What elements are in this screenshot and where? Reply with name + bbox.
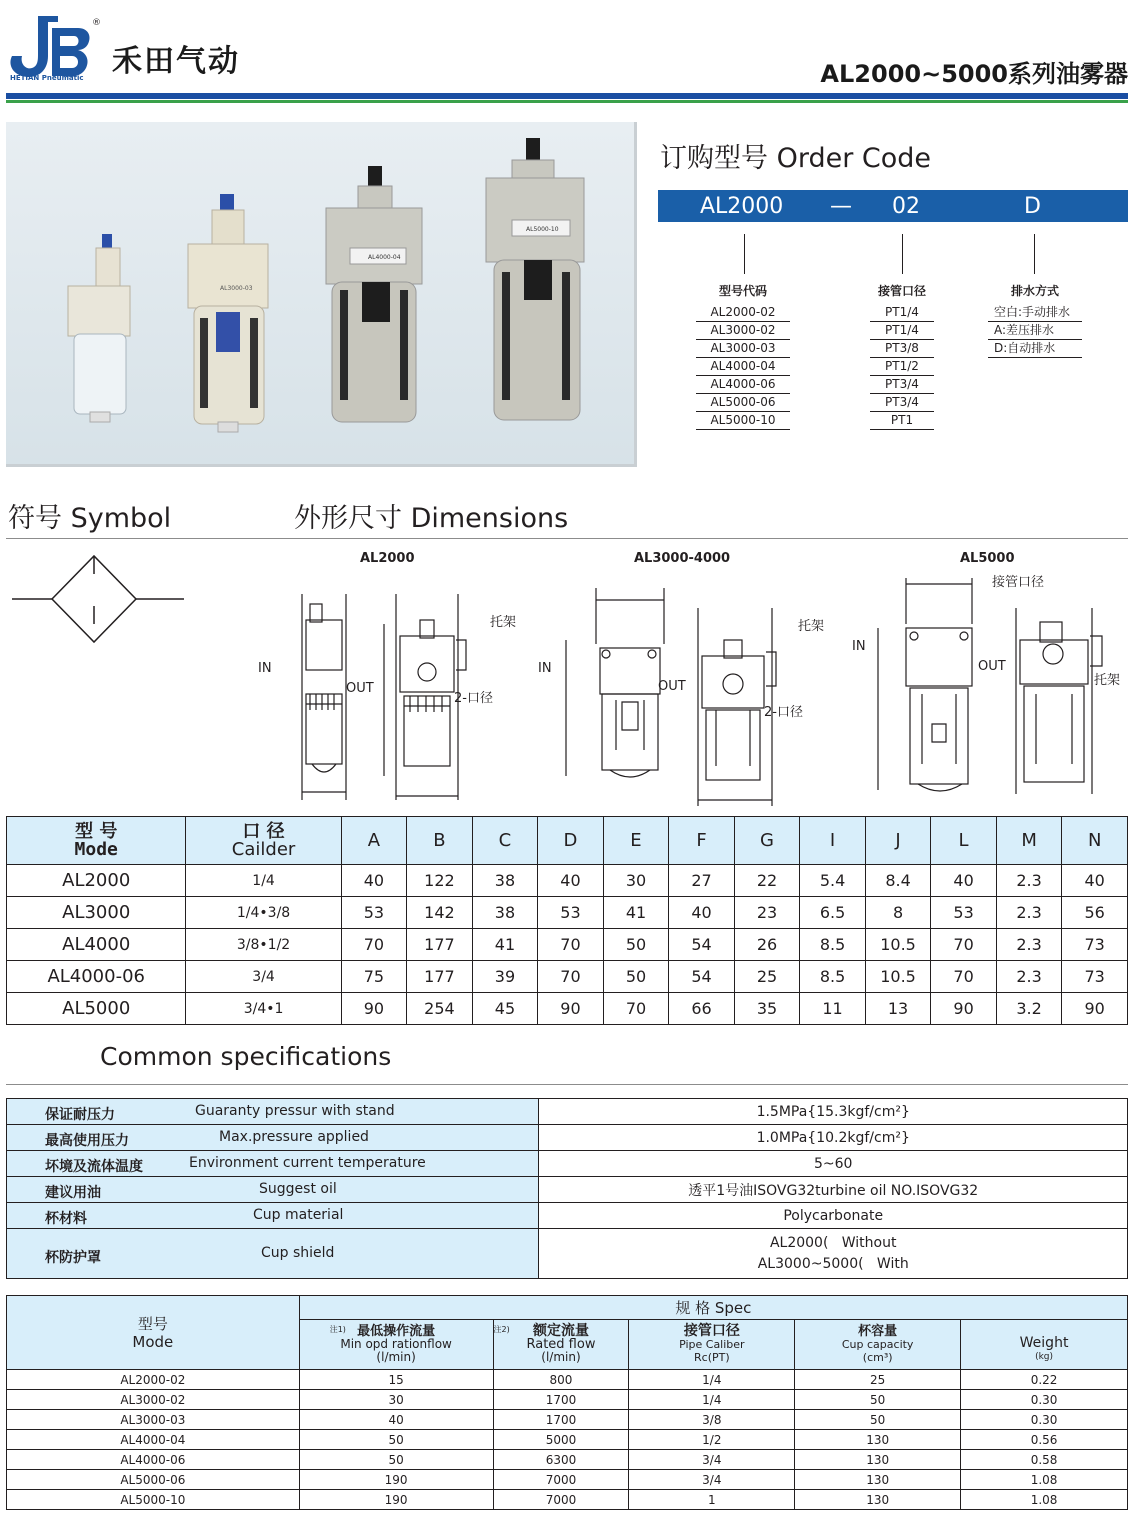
- table-header: A: [341, 817, 407, 865]
- list-item: PT1/4: [870, 304, 934, 322]
- al4000-unit: [326, 166, 422, 422]
- order-code-drain: D: [1024, 194, 1041, 219]
- list-item: A:差压排水: [988, 322, 1082, 340]
- table-cell: AL4000-06: [7, 1450, 300, 1470]
- hetian-logo-icon: [8, 10, 92, 82]
- spec-label-en: Environment current temperature: [189, 1155, 426, 1171]
- table-cell: 25: [795, 1370, 961, 1390]
- list-item: 空白:手动排水: [988, 304, 1082, 322]
- order-code-connector: [1034, 234, 1035, 274]
- table-row: [7, 865, 1128, 897]
- spec-col-en: Min opd rationflow: [340, 1337, 452, 1351]
- table-cell: 177: [407, 961, 473, 993]
- table-cell: [7, 1151, 539, 1177]
- table-cell: AL2000: [7, 865, 186, 897]
- table-cell: 53: [341, 897, 407, 929]
- table-row: [7, 961, 1128, 993]
- table-cell: AL5000-10: [7, 1490, 300, 1510]
- table-cell: 1.08: [961, 1490, 1128, 1510]
- table-header: C: [472, 817, 538, 865]
- table-header: L: [931, 817, 997, 865]
- table-cell: AL3000-03: [7, 1410, 300, 1430]
- table-cell: [7, 1125, 539, 1151]
- order-code-bar: [658, 190, 1128, 222]
- table-cell: 90: [1062, 993, 1128, 1025]
- table-cell: 1700: [493, 1390, 629, 1410]
- spec-col-en: Pipe Caliber: [679, 1338, 745, 1351]
- product-photo: [6, 122, 637, 467]
- drawing-bracket-label: 托架: [798, 619, 825, 634]
- table-row: [7, 1410, 1128, 1430]
- cup-shield-al3000: AL3000~5000( With: [757, 1255, 909, 1272]
- table-header: [961, 1320, 1128, 1370]
- table-cell: 800: [493, 1370, 629, 1390]
- drawing-port-label: 2-口径: [764, 705, 803, 720]
- table-cell: 41: [603, 897, 669, 929]
- table-cell: 0.58: [961, 1450, 1128, 1470]
- table-cell: [7, 1229, 539, 1279]
- table-cell: 130: [795, 1430, 961, 1450]
- list-item: AL4000-06: [696, 376, 790, 394]
- table-header: F: [669, 817, 735, 865]
- spec-col-cn: 接管口径: [683, 1323, 740, 1339]
- spec-group-header: 规 格 Spec: [299, 1296, 1127, 1320]
- table-cell: 1/4•3/8: [186, 897, 341, 929]
- table-header: [795, 1320, 961, 1370]
- drawing-bracket-label: 托架: [490, 615, 517, 630]
- table-cell: 40: [299, 1410, 493, 1430]
- dimensions-model-header-en: Mode: [74, 838, 118, 860]
- table-cell: 130: [795, 1470, 961, 1490]
- table-cell: 70: [931, 961, 997, 993]
- al5000-unit: [486, 138, 584, 420]
- table-cell: 13: [865, 993, 931, 1025]
- table-cell: 3.2: [996, 993, 1062, 1025]
- table-cell: AL4000-06: [7, 961, 186, 993]
- drawing-in-label: IN: [538, 661, 552, 676]
- table-cell: 122: [407, 865, 473, 897]
- spec-table: [6, 1295, 1128, 1510]
- spec-label-cn: 最高使用压力: [45, 1133, 129, 1149]
- table-cell: 254: [407, 993, 473, 1025]
- table-cell: 8.5: [800, 929, 866, 961]
- table-cell: 0.30: [961, 1410, 1128, 1430]
- table-cell: 38: [472, 865, 538, 897]
- footnote-mark: 注1): [329, 1325, 346, 1334]
- table-cell: 40: [931, 865, 997, 897]
- table-cell: 2.3: [996, 961, 1062, 993]
- order-code-dash: —: [830, 194, 852, 219]
- spec-label-cn: 杯防护罩: [45, 1250, 101, 1266]
- list-item: PT3/4: [870, 394, 934, 412]
- table-header: N: [1062, 817, 1128, 865]
- spec-label-cn: 坏境及流体温度: [45, 1159, 143, 1175]
- table-header: [7, 1296, 300, 1370]
- drawing-port-label: 接管口径: [992, 575, 1045, 590]
- table-cell: 1/4: [186, 865, 341, 897]
- drawing-out-label: OUT: [978, 659, 1006, 674]
- table-row: [7, 897, 1128, 929]
- table-cell: 40: [1062, 865, 1128, 897]
- dimensions-port-header-en: Cailder: [231, 838, 296, 860]
- table-row: [7, 1370, 1128, 1390]
- brand-name: 禾田气动: [112, 44, 240, 79]
- brand-english: HETIAN Pneumatic: [10, 74, 84, 82]
- spec-model-header-en: Mode: [132, 1332, 174, 1351]
- spec-label-en: Cup material: [253, 1207, 344, 1223]
- table-cell: AL4000-04: [7, 1430, 300, 1450]
- order-code-drain-header: 排水方式: [1010, 284, 1059, 298]
- spec-label-cn: 建议用油: [45, 1185, 101, 1201]
- drawing-in-label: IN: [852, 639, 866, 654]
- table-cell: 2.3: [996, 865, 1062, 897]
- table-header: [299, 1320, 493, 1370]
- table-cell: 70: [341, 929, 407, 961]
- table-cell: 70: [538, 961, 604, 993]
- table-cell: 1/2: [629, 1430, 795, 1450]
- table-row: [7, 1099, 1128, 1125]
- table-cell: 75: [341, 961, 407, 993]
- table-cell: 3/4: [629, 1470, 795, 1490]
- table-cell: 177: [407, 929, 473, 961]
- table-cell: 6.5: [800, 897, 866, 929]
- table-cell: 50: [795, 1410, 961, 1430]
- table-cell: 130: [795, 1490, 961, 1510]
- table-cell: 190: [299, 1470, 493, 1490]
- spec-label-cn: 保证耐压力: [45, 1107, 115, 1123]
- table-row: [7, 1470, 1128, 1490]
- table-header: [7, 817, 186, 865]
- spec-col-cn: 额定流量: [532, 1323, 589, 1339]
- lubricator-symbol-icon: [8, 548, 188, 652]
- table-cell: 35: [734, 993, 800, 1025]
- table-cell: 50: [299, 1450, 493, 1470]
- table-header: [493, 1320, 629, 1370]
- table-cell: 10.5: [865, 929, 931, 961]
- spec-col-en: Weight: [1019, 1335, 1069, 1351]
- table-cell: 2.3: [996, 897, 1062, 929]
- table-cell: 27: [669, 865, 735, 897]
- table-cell: 6300: [493, 1450, 629, 1470]
- list-item: AL3000-02: [696, 322, 790, 340]
- spec-col-cn: 最低操作流量: [357, 1324, 436, 1339]
- table-cell: 54: [669, 961, 735, 993]
- order-code-connector: [744, 234, 745, 274]
- list-item: AL4000-04: [696, 358, 790, 376]
- dimension-drawings: [250, 544, 1130, 806]
- table-header: [186, 817, 341, 865]
- table-cell: AL3000: [7, 897, 186, 929]
- table-cell: AL2000-02: [7, 1370, 300, 1390]
- drawing-out-label: OUT: [658, 679, 686, 694]
- drawing-out-label: OUT: [346, 681, 374, 696]
- table-cell: 1.08: [961, 1470, 1128, 1490]
- spec-label-en: Max.pressure applied: [219, 1129, 369, 1145]
- table-cell: 3/4•1: [186, 993, 341, 1025]
- table-cell: 5000: [493, 1430, 629, 1450]
- spec-col-unit: (kg): [1035, 1352, 1054, 1362]
- common-specs-table: [6, 1098, 1128, 1279]
- table-cell: 8.5: [800, 961, 866, 993]
- dimensions-table: [6, 816, 1128, 1025]
- table-cell: [7, 1177, 539, 1203]
- table-row: [7, 1490, 1128, 1510]
- header-rule-blue: [6, 93, 1128, 99]
- table-cell: 10.5: [865, 961, 931, 993]
- table-cell: 透平1号油ISOVG32turbine oil NO.ISOVG32: [539, 1177, 1128, 1203]
- section-divider: [6, 1084, 1128, 1085]
- spec-col-en: Cup capacity: [841, 1338, 914, 1351]
- table-cell: 1/4: [629, 1390, 795, 1410]
- spec-label-cn: 杯材料: [45, 1211, 87, 1227]
- header-rule-green: [6, 100, 1128, 103]
- table-cell: 38: [472, 897, 538, 929]
- table-row: [7, 929, 1128, 961]
- table-cell: 5.4: [800, 865, 866, 897]
- table-cell: 23: [734, 897, 800, 929]
- table-cell: 130: [795, 1450, 961, 1470]
- table-cell: [7, 1099, 539, 1125]
- table-cell: 50: [795, 1390, 961, 1410]
- drawing-title-al5000: AL5000: [960, 551, 1015, 566]
- order-code-drain-list: [988, 282, 1082, 358]
- dimensions-port-header-cn: 口 径: [242, 820, 285, 842]
- table-cell: 3/4: [186, 961, 341, 993]
- list-item: PT1/2: [870, 358, 934, 376]
- table-cell: 70: [603, 993, 669, 1025]
- table-cell: 90: [341, 993, 407, 1025]
- table-cell: 73: [1062, 961, 1128, 993]
- drawing-title-al3000: AL3000-4000: [634, 551, 731, 566]
- dimensions-model-header-cn: 型 号: [75, 820, 118, 842]
- list-item: PT3/8: [870, 340, 934, 358]
- table-cell: 40: [669, 897, 735, 929]
- table-cell: 8: [865, 897, 931, 929]
- dimensions-title: 外形尺寸 Dimensions: [294, 503, 569, 534]
- table-cell: 1700: [493, 1410, 629, 1430]
- list-item: AL3000-03: [696, 340, 790, 358]
- table-cell: 190: [299, 1490, 493, 1510]
- table-row: [7, 1450, 1128, 1470]
- al2000-unit: [68, 234, 130, 422]
- table-cell: 7000: [493, 1490, 629, 1510]
- table-cell: 30: [603, 865, 669, 897]
- order-code-model-header: 型号代码: [718, 284, 767, 298]
- al3000-unit: [188, 194, 268, 432]
- table-cell: 39: [472, 961, 538, 993]
- table-cell: 5~60: [539, 1151, 1128, 1177]
- table-row: [7, 1390, 1128, 1410]
- photo-label-al4000: AL4000-04: [368, 254, 401, 261]
- table-cell: AL5000-06: [7, 1470, 300, 1490]
- symbol-title: 符号 Symbol: [8, 503, 172, 534]
- table-cell: 3/8: [629, 1410, 795, 1430]
- table-cell: 53: [931, 897, 997, 929]
- table-cell: 3/8•1/2: [186, 929, 341, 961]
- table-cell: 41: [472, 929, 538, 961]
- spec-col-unit: (cm³): [862, 1351, 893, 1364]
- list-item: PT1: [870, 412, 934, 430]
- spec-label-en: Suggest oil: [259, 1181, 337, 1197]
- table-cell: 1/4: [629, 1370, 795, 1390]
- drawing-in-label: IN: [258, 661, 272, 676]
- table-cell: 15: [299, 1370, 493, 1390]
- table-cell: 8.4: [865, 865, 931, 897]
- section-divider: [6, 538, 1128, 539]
- table-header: D: [538, 817, 604, 865]
- table-cell: 90: [538, 993, 604, 1025]
- drawing-bracket-label: 托架: [1094, 673, 1121, 688]
- table-header: M: [996, 817, 1062, 865]
- table-cell: 50: [603, 961, 669, 993]
- table-row: [7, 1430, 1128, 1450]
- list-item: PT1/4: [870, 322, 934, 340]
- spec-label-en: Cup shield: [261, 1245, 335, 1261]
- table-cell: 2.3: [996, 929, 1062, 961]
- table-cell: 54: [669, 929, 735, 961]
- table-cell: 40: [538, 865, 604, 897]
- table-cell: 53: [538, 897, 604, 929]
- spec-col-en: Rated flow: [526, 1337, 596, 1352]
- page-title: AL2000~5000系列油雾器: [820, 60, 1128, 88]
- table-cell: 0.56: [961, 1430, 1128, 1450]
- spec-model-header-cn: 型号: [137, 1314, 168, 1333]
- list-item: AL5000-10: [696, 412, 790, 430]
- table-cell: 73: [1062, 929, 1128, 961]
- table-cell: 56: [1062, 897, 1128, 929]
- table-header: B: [407, 817, 473, 865]
- photo-label-al3000: AL3000-03: [220, 285, 253, 292]
- order-code-port-header: 接管口径: [877, 284, 926, 298]
- table-cell: [7, 1203, 539, 1229]
- table-cell: [539, 1229, 1128, 1279]
- table-cell: 0.30: [961, 1390, 1128, 1410]
- table-header: I: [800, 817, 866, 865]
- table-cell: Polycarbonate: [539, 1203, 1128, 1229]
- table-cell: 7000: [493, 1470, 629, 1490]
- table-cell: AL3000-02: [7, 1390, 300, 1410]
- order-code-port: 02: [892, 194, 920, 219]
- table-cell: 26: [734, 929, 800, 961]
- table-cell: 22: [734, 865, 800, 897]
- cup-shield-al2000: AL2000( Without: [769, 1234, 897, 1251]
- registered-mark: ®: [92, 18, 101, 28]
- table-cell: 30: [299, 1390, 493, 1410]
- spec-col-unit: Rc(PT): [694, 1351, 730, 1364]
- order-code-model-list: [696, 282, 790, 430]
- order-code-title: 订购型号 Order Code: [660, 143, 932, 174]
- drawing-port-label: 2-口径: [454, 691, 493, 706]
- table-cell: 1.0MPa{10.2kgf/cm²}: [539, 1125, 1128, 1151]
- drawing-title-al2000: AL2000: [360, 551, 415, 566]
- table-cell: 1.5MPa{15.3kgf/cm²}: [539, 1099, 1128, 1125]
- table-row: [7, 993, 1128, 1025]
- table-cell: 50: [299, 1430, 493, 1450]
- table-header: E: [603, 817, 669, 865]
- list-item: AL2000-02: [696, 304, 790, 322]
- table-cell: 70: [931, 929, 997, 961]
- spec-label-en: Guaranty pressur with stand: [195, 1103, 395, 1119]
- spec-col-unit: (l/min): [376, 1350, 416, 1364]
- table-cell: 142: [407, 897, 473, 929]
- list-item: D:自动排水: [988, 340, 1082, 358]
- table-row: [7, 1177, 1128, 1203]
- table-row: [7, 1203, 1128, 1229]
- table-cell: AL4000: [7, 929, 186, 961]
- table-cell: 40: [341, 865, 407, 897]
- table-cell: 11: [800, 993, 866, 1025]
- list-item: AL5000-06: [696, 394, 790, 412]
- table-header: J: [865, 817, 931, 865]
- order-code-model: AL2000: [700, 194, 784, 219]
- photo-label-al5000: AL5000-10: [526, 226, 559, 233]
- footnote-mark: 注2): [493, 1325, 510, 1334]
- spec-col-unit: (l/min): [541, 1350, 581, 1364]
- lubricator-illustration: [6, 122, 634, 464]
- table-row: [7, 1151, 1128, 1177]
- table-cell: 3/4: [629, 1450, 795, 1470]
- table-header: [629, 1320, 795, 1370]
- common-specs-title: Common specifications: [100, 1042, 392, 1071]
- table-cell: 45: [472, 993, 538, 1025]
- table-cell: 90: [931, 993, 997, 1025]
- order-code-connector: [902, 234, 903, 274]
- table-row: [7, 1125, 1128, 1151]
- table-cell: 50: [603, 929, 669, 961]
- table-cell: 25: [734, 961, 800, 993]
- table-cell: AL5000: [7, 993, 186, 1025]
- table-row: [7, 1229, 1128, 1279]
- table-cell: 70: [538, 929, 604, 961]
- table-cell: 1: [629, 1490, 795, 1510]
- order-code-port-list: [870, 282, 934, 430]
- table-cell: 0.22: [961, 1370, 1128, 1390]
- table-header: G: [734, 817, 800, 865]
- spec-col-cn: 杯容量: [858, 1324, 898, 1339]
- list-item: PT3/4: [870, 376, 934, 394]
- table-cell: 66: [669, 993, 735, 1025]
